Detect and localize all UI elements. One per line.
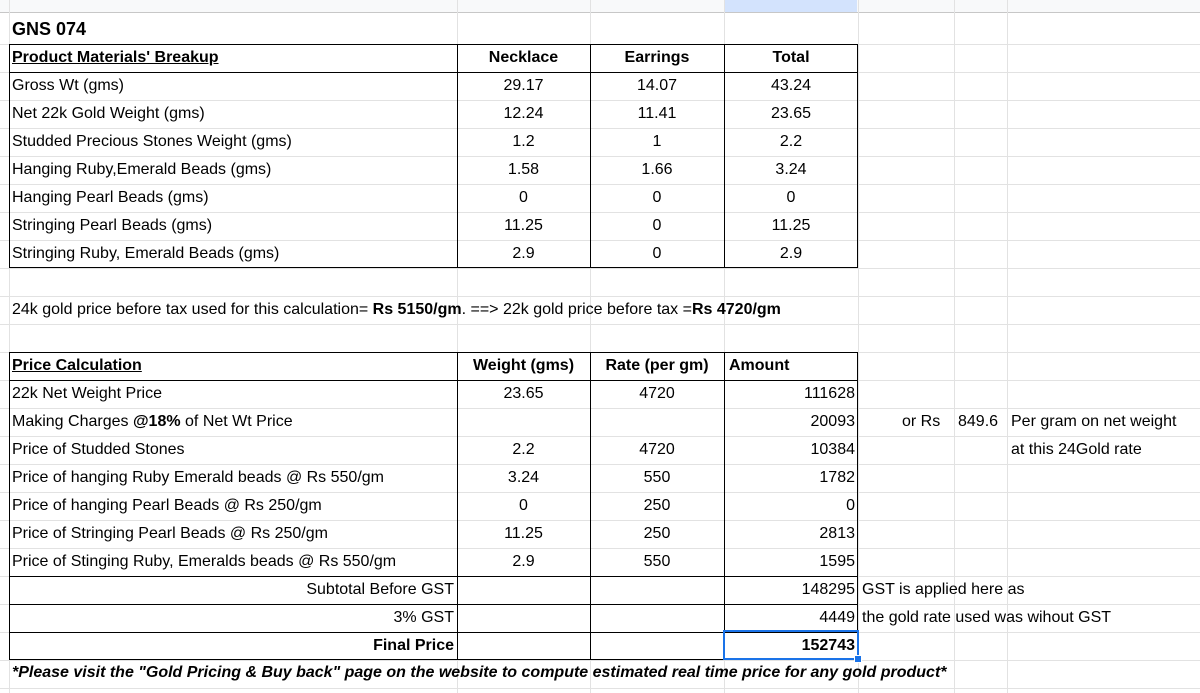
table-cell: 4720 xyxy=(639,385,675,402)
necklace-header: Necklace xyxy=(488,49,559,66)
table-cell: 0 xyxy=(519,189,528,206)
table-cell: 4720 xyxy=(639,441,675,458)
table-cell: 11.25 xyxy=(771,217,811,234)
gst-value: 4449 xyxy=(819,609,855,626)
table-cell: 3.24 xyxy=(507,469,540,486)
table-row-label: Hanging Ruby,Emerald Beads (gms) xyxy=(12,161,272,178)
total-header: Total xyxy=(772,49,810,66)
table-cell: 3.24 xyxy=(775,161,807,178)
table-cell: 29.17 xyxy=(503,77,544,94)
final-price-value[interactable]: 152743 xyxy=(801,637,855,654)
per-gram-value: 849.6 xyxy=(958,413,999,430)
table-row-label: Price of Stinging Ruby, Emeralds beads @ Rs 550/gm xyxy=(12,553,397,570)
table-cell: 0 xyxy=(652,217,662,234)
product-code-title: GNS 074 xyxy=(12,19,87,39)
table-cell: 2.2 xyxy=(779,133,803,150)
table-row-label: Price of Studded Stones xyxy=(12,441,185,458)
making-rate: @18% xyxy=(132,413,181,430)
making-text-c: of Net Wt Price xyxy=(180,413,293,430)
table-row-label: Stringing Ruby, Emerald Beads (gms) xyxy=(12,245,280,262)
table-row-label: Gross Wt (gms) xyxy=(12,77,124,94)
table-row-label: Studded Precious Stones Weight (gms) xyxy=(12,133,292,150)
table-row-label: Price of Stringing Pearl Beads @ Rs 250/gm xyxy=(12,525,328,542)
gst-note-2: the gold rate used was wihout GST xyxy=(862,609,1112,626)
price-24k: Rs 5150/gm xyxy=(372,301,462,318)
materials-header-label: Product Materials' Breakup xyxy=(12,49,219,66)
table-cell: 550 xyxy=(643,553,671,570)
table-cell: 11.25 xyxy=(504,525,543,542)
rate-text-1: 24k gold price before tax used for this calculation= xyxy=(12,301,373,318)
gold-rate-text: at this 24Gold rate xyxy=(1011,441,1142,458)
weight-header: Weight (gms) xyxy=(472,357,575,374)
making-charges-label xyxy=(9,408,457,436)
table-row-label: Price of hanging Pearl Beads @ Rs 250/gm xyxy=(12,497,322,514)
table-cell: 1 xyxy=(652,133,662,150)
table-cell: 2.9 xyxy=(512,553,535,570)
table-cell: 20093 xyxy=(810,413,855,430)
table-cell: 111628 xyxy=(803,385,855,402)
table-cell: 2813 xyxy=(819,525,855,542)
column-header-bar[interactable] xyxy=(0,0,1200,13)
final-price-label: Final Price xyxy=(373,637,454,654)
table-cell: 2.9 xyxy=(512,245,535,262)
per-gram-text: Per gram on net weight xyxy=(1011,413,1177,430)
making-text-a: Making Charges xyxy=(12,413,133,430)
table-cell xyxy=(457,408,590,436)
amount-header: Amount xyxy=(729,357,790,374)
table-cell: 43.24 xyxy=(770,77,812,94)
table-row-label: 22k Net Weight Price xyxy=(12,385,162,402)
gst-note-1: GST is applied here as xyxy=(862,581,1025,598)
rate-text-2: . ==> 22k gold price before tax = xyxy=(461,301,692,318)
or-rs-text: or Rs xyxy=(902,413,941,430)
footer-note: *Please visit the "Gold Pricing & Buy back" page on the website to compute estimated real time price for any gold product* xyxy=(12,664,947,681)
table-cell: 23.65 xyxy=(770,105,812,122)
table-cell: 550 xyxy=(643,469,671,486)
table-cell xyxy=(590,408,724,436)
table-cell: 2.2 xyxy=(512,441,535,458)
table-row-label: Price of hanging Ruby Emerald beads @ Rs 550/gm xyxy=(12,469,384,486)
table-cell: 23.65 xyxy=(503,385,544,402)
table-cell: 11.41 xyxy=(637,105,677,122)
gold-rate-note xyxy=(9,296,909,324)
table-row-label: Stringing Pearl Beads (gms) xyxy=(12,217,213,234)
table-cell: 10384 xyxy=(810,441,855,458)
table-cell: 1.66 xyxy=(641,161,673,178)
table-row-label: Net 22k Gold Weight (gms) xyxy=(12,105,205,122)
table-cell: 12.24 xyxy=(503,105,544,122)
gst-label: 3% GST xyxy=(393,609,454,626)
subtotal-label: Subtotal Before GST xyxy=(306,581,454,598)
table-cell: 1.2 xyxy=(512,133,535,150)
cell-selection[interactable] xyxy=(723,630,859,660)
table-cell: 0 xyxy=(846,497,855,514)
table-cell: 11.25 xyxy=(504,217,543,234)
table-cell: 1.58 xyxy=(507,161,540,178)
price-22k: Rs 4720/gm xyxy=(691,301,781,318)
table-cell: 0 xyxy=(652,245,662,262)
table-cell: 0 xyxy=(786,189,796,206)
table-cell: 250 xyxy=(643,525,671,542)
table-cell: 0 xyxy=(519,497,528,514)
table-cell: 14.07 xyxy=(636,77,678,94)
subtotal-value: 148295 xyxy=(801,581,855,598)
selected-column-header[interactable] xyxy=(724,0,857,12)
table-cell: 250 xyxy=(643,497,671,514)
price-calc-header: Price Calculation xyxy=(12,357,142,374)
table-cell: 1595 xyxy=(819,553,855,570)
table-row-label: Hanging Pearl Beads (gms) xyxy=(12,189,209,206)
table-cell: 1782 xyxy=(819,469,855,486)
table-cell: 2.9 xyxy=(779,245,803,262)
table-cell: 0 xyxy=(652,189,662,206)
rate-header: Rate (per gm) xyxy=(605,357,709,374)
earrings-header: Earrings xyxy=(624,49,690,66)
